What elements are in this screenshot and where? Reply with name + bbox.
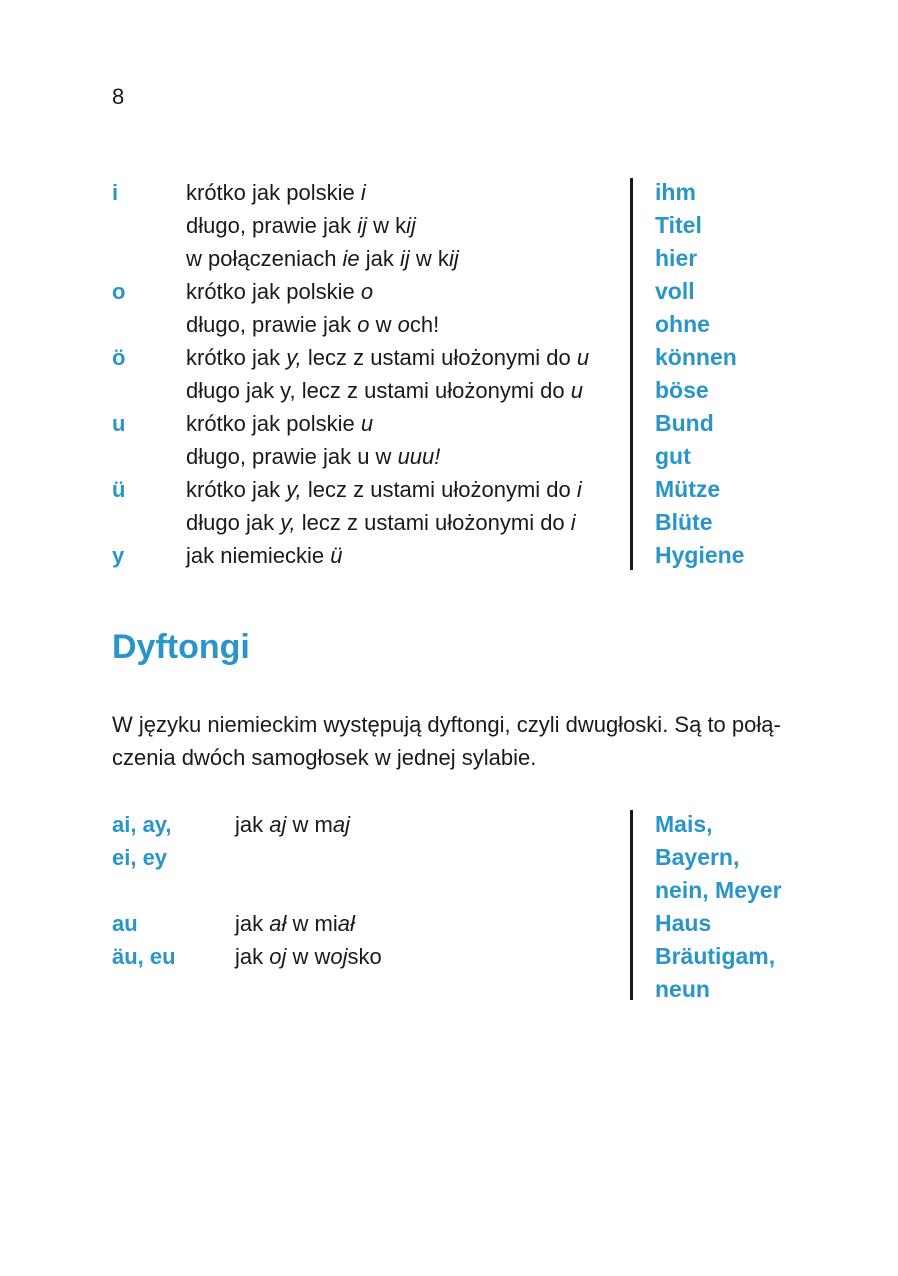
vowel-description: w połączeniach ie jak ij w kij — [186, 246, 459, 271]
vowel-example: können — [655, 344, 737, 370]
vowel-description: krótko jak y, lecz z ustami ułożonymi do u — [186, 345, 590, 370]
diphthong-example: Haus — [655, 910, 712, 936]
vowel-description: długo, prawie jak u w uuu! — [186, 444, 441, 469]
vowel-example: voll — [655, 278, 695, 304]
page-number: 8 — [112, 84, 125, 109]
diphthong-example: Bräutigam, — [655, 943, 776, 969]
vowel-description: długo, prawie jak ij w kij — [186, 213, 416, 238]
vowel-letter: y — [112, 543, 125, 568]
vowel-description: krótko jak y, lecz z ustami ułożonymi do i — [186, 477, 582, 502]
vowel-letter: u — [112, 411, 126, 436]
diphthong-example: neun — [655, 976, 710, 1002]
vowel-example: hier — [655, 245, 698, 271]
vowel-example: Bund — [655, 410, 714, 436]
vowel-divider — [630, 178, 633, 570]
diphthong-divider — [630, 810, 633, 1000]
vowel-description: jak niemieckie ü — [186, 543, 343, 568]
intro-line-2: czenia dwóch samogłosek w jednej sylabie. — [112, 745, 537, 770]
vowel-example: Hygiene — [655, 542, 745, 568]
vowel-description: długo jak y, lecz z ustami ułożonymi do u — [186, 378, 584, 403]
vowel-letter: i — [112, 180, 119, 205]
vowel-description: krótko jak polskie i — [186, 180, 366, 205]
vowel-example: gut — [655, 443, 691, 469]
vowel-description: krótko jak polskie o — [186, 279, 374, 304]
vowel-letter: ö — [112, 345, 126, 370]
diphthong-description: jak aj w maj — [235, 812, 350, 837]
diphthong-example: Mais, — [655, 811, 713, 837]
vowel-letter: ü — [112, 477, 126, 502]
diphthong-letter: au — [112, 911, 138, 936]
vowel-example: Mütze — [655, 476, 721, 502]
diphthong-description: jak ał w miał — [235, 911, 355, 936]
vowel-letter: o — [112, 279, 126, 304]
vowel-example: Titel — [655, 212, 702, 238]
vowel-example: ihm — [655, 179, 696, 205]
vowel-description: długo jak y, lecz z ustami ułożonymi do i — [186, 510, 576, 535]
vowel-description: krótko jak polskie u — [186, 411, 374, 436]
vowel-example: Blüte — [655, 509, 713, 535]
diphthong-description: jak oj w wojsko — [235, 944, 382, 969]
intro-line-1: W języku niemieckim występują dyftongi, czyli dwugłoski. Są to połą- — [112, 712, 781, 737]
diphthong-letter: ei, ey — [112, 845, 168, 870]
vowel-example: ohne — [655, 311, 710, 337]
diphthong-example: nein, Meyer — [655, 877, 782, 903]
vowel-description: długo, prawie jak o w och! — [186, 312, 440, 337]
vowel-example: böse — [655, 377, 709, 403]
section-heading: Dyftongi — [112, 628, 250, 666]
diphthong-letter: ai, ay, — [112, 812, 172, 837]
diphthong-example: Bayern, — [655, 844, 740, 870]
diphthong-letter: äu, eu — [112, 944, 176, 969]
